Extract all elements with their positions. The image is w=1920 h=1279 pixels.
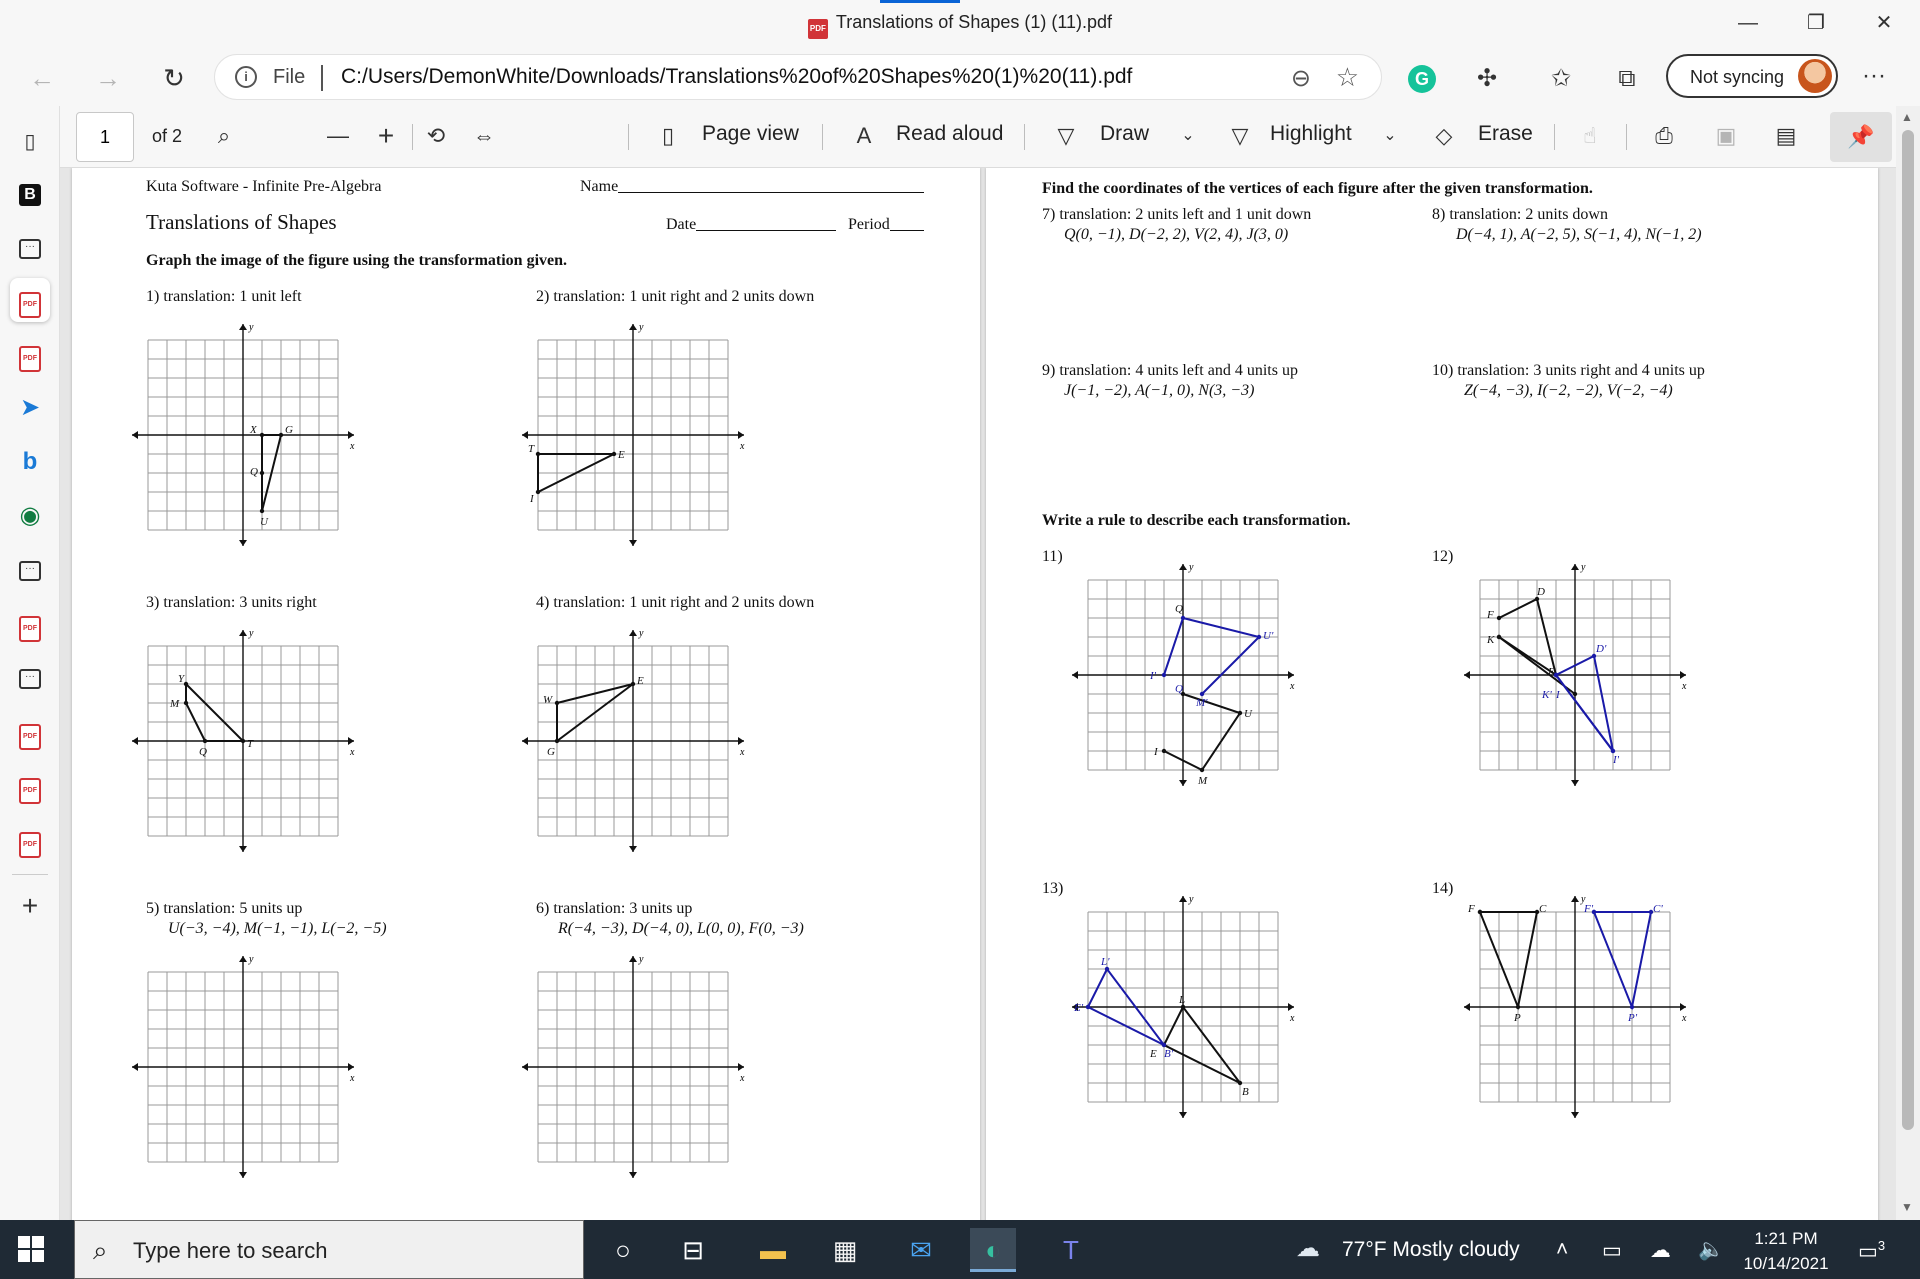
sidebar-divider (12, 874, 48, 875)
vertex-label: D (1537, 586, 1545, 598)
vertex-point (1238, 711, 1242, 715)
vertex-point (184, 701, 188, 705)
calendar-glyph: ··· (19, 561, 41, 581)
save-icon[interactable]: ▣ (1715, 123, 1737, 148)
vertex-point (241, 739, 245, 743)
worksheet-title: Translations of Shapes (146, 210, 337, 234)
axis-arrow (629, 846, 637, 852)
axis-arrow (239, 540, 247, 546)
figure-original (186, 684, 243, 741)
coordinate-grid-svg (1458, 558, 1692, 792)
file-explorer-icon[interactable]: ▬ (760, 1235, 786, 1265)
vertex-point (1238, 1081, 1242, 1085)
pdf-page-2 (986, 168, 1878, 1220)
extensions-puzzle-icon[interactable]: ✣ (1476, 65, 1498, 92)
read-aloud-button[interactable]: Read aloud (896, 122, 1004, 145)
axis-arrow (738, 1063, 744, 1071)
vertex-label: U (1244, 708, 1252, 720)
vertex-point (1611, 749, 1615, 753)
instruction-left: Graph the image of the figure using the transformation given. (146, 252, 568, 269)
vertex-label: M (170, 698, 180, 710)
collections-icon[interactable]: ⧉ (1618, 65, 1636, 92)
zoom-in-button[interactable]: + (377, 120, 395, 151)
problem-9-points: J(−1, −2), A(−1, 0), N(3, −3) (1064, 382, 1255, 399)
toolbar-separator (1554, 124, 1555, 150)
worksheet-brand: Kuta Software - Infinite Pre-Algebra (146, 178, 382, 195)
fit-width-icon[interactable]: ⇔ (473, 123, 495, 148)
axis-arrow (1072, 671, 1078, 679)
sync-label: Not syncing (1690, 67, 1785, 87)
avatar (1798, 59, 1832, 93)
vertex-label: T (528, 443, 535, 455)
axis-arrow (629, 956, 637, 962)
vertex-label: Q (199, 746, 207, 758)
sidebar-pdf-tab[interactable] (12, 768, 48, 804)
window-title (0, 12, 1920, 39)
date-label: Date (666, 216, 836, 234)
highlight-dropdown-chevron-icon[interactable]: ⌄ (1383, 127, 1397, 144)
problem-6-points: R(−4, −3), D(−4, 0), L(0, 0), F(0, −3) (558, 920, 804, 937)
vertex-point (1630, 1005, 1634, 1009)
vertex-point (279, 433, 283, 437)
axis-arrow (522, 1063, 528, 1071)
vertex-label: E' (1074, 1002, 1084, 1014)
draw-dropdown-chevron-icon[interactable]: ⌄ (1181, 127, 1195, 144)
teams-icon[interactable]: T (1063, 1235, 1079, 1265)
cortana-icon[interactable]: ○ (615, 1235, 631, 1265)
weather-cloud-icon[interactable]: ☁ (1296, 1235, 1320, 1262)
graph-11 (1066, 558, 1300, 797)
problem-7-points: Q(0, −1), D(−2, 2), V(2, 4), J(3, 0) (1064, 226, 1289, 243)
vertex-label: W (543, 694, 553, 706)
problem-5-label: 5) translation: 5 units up (146, 900, 303, 917)
scheme-label: File (273, 66, 306, 88)
profile-sync-button[interactable] (1666, 54, 1838, 98)
axis-arrow (629, 324, 637, 330)
draw-button[interactable]: Draw (1100, 122, 1150, 145)
toolbar-separator (412, 124, 413, 150)
zoom-out-button[interactable]: — (327, 123, 349, 148)
notifications-icon[interactable]: ▭$^3$ (1858, 1238, 1886, 1263)
vertex-point (555, 739, 559, 743)
volume-muted-icon[interactable]: 🔈 (1698, 1238, 1725, 1261)
y-axis-label: y (639, 322, 644, 333)
vertex-point (631, 682, 635, 686)
axis-arrow (1179, 780, 1187, 786)
axis-arrow (1179, 896, 1187, 902)
grammarly-extension-icon[interactable]: G (1408, 65, 1436, 93)
page-view-icon[interactable]: ▯ (661, 123, 675, 148)
period-label: Period (848, 216, 924, 234)
print-icon[interactable]: ⎙ (1655, 123, 1673, 148)
axis-arrow (239, 324, 247, 330)
windows-taskbar (0, 1220, 1920, 1279)
axis-arrow (1680, 1003, 1686, 1011)
sidebar-calendar-icon[interactable] (12, 230, 48, 266)
problem-12-label: 12) (1432, 548, 1454, 565)
vertex-label: P' (1628, 1012, 1638, 1024)
battery-icon[interactable]: ▭ (1602, 1239, 1622, 1262)
pdf-icon: PDF (19, 292, 41, 318)
graph-12 (1458, 558, 1692, 797)
sidebar-cursor-icon[interactable]: ➤ (19, 394, 41, 421)
graph-4 (516, 624, 750, 863)
figure-original (1480, 912, 1537, 1007)
sidebar-add-icon[interactable]: + (21, 890, 39, 921)
problem-4-label: 4) translation: 1 unit right and 2 units down (536, 594, 815, 611)
settings-more-icon[interactable]: ··· (1862, 62, 1886, 89)
page-number-input[interactable]: 1 (76, 112, 134, 162)
vertex-label: K' (1542, 689, 1552, 701)
vertex-point (612, 452, 616, 456)
highlight-button[interactable]: Highlight (1270, 122, 1352, 145)
store-icon[interactable]: ▦ (832, 1235, 858, 1265)
pdf-file-icon: PDF (808, 19, 828, 39)
figure-translated (1594, 912, 1651, 1007)
minimize-button[interactable]: — (1738, 12, 1758, 34)
pdf-icon: PDF (19, 616, 41, 642)
sidebar-app-icon[interactable]: ◉ (19, 502, 41, 529)
problem-11-label: 11) (1042, 548, 1063, 565)
x-axis-label: x (740, 1073, 745, 1084)
vertex-point (1086, 1005, 1090, 1009)
info-icon[interactable]: i (235, 66, 257, 88)
vertex-label: I' (1613, 754, 1620, 766)
vertex-point (1573, 692, 1577, 696)
read-aloud-icon[interactable]: A (856, 123, 872, 148)
vertex-point (1162, 1043, 1166, 1047)
pdf-icon: PDF (19, 778, 41, 804)
problem-8-label: 8) translation: 2 units down (1432, 206, 1608, 223)
pdf-icon: PDF (19, 346, 41, 372)
pdf-page-1 (72, 168, 980, 1220)
y-axis-label: y (249, 322, 254, 333)
vertex-label: M (1198, 775, 1208, 787)
figure-translated (1556, 656, 1613, 751)
x-axis-label: x (350, 747, 355, 758)
coordinate-grid-svg (1458, 890, 1692, 1124)
axis-arrow (1571, 564, 1579, 570)
x-axis-label: x (350, 1073, 355, 1084)
vertex-label: P (1514, 1012, 1521, 1024)
sidebar-pdf-tab[interactable] (12, 606, 48, 642)
notification-count: 3 (1877, 1238, 1886, 1253)
vertex-label: C' (1653, 903, 1663, 915)
page-view-button[interactable]: Page view (702, 122, 799, 145)
address-separator (321, 65, 323, 91)
vertex-point (1516, 1005, 1520, 1009)
tab-actions-icon[interactable]: ▯ (24, 131, 36, 153)
zoom-out-icon[interactable]: ⊖ (1290, 65, 1311, 92)
vertex-label: E (1548, 666, 1555, 678)
axis-arrow (1179, 1112, 1187, 1118)
coordinate-grid-svg (1066, 890, 1300, 1124)
axis-arrow (348, 1063, 354, 1071)
calendar-glyph: ··· (19, 669, 41, 689)
vertex-point (1181, 616, 1185, 620)
window-title-text: Translations of Shapes (1) (11).pdf (835, 12, 1113, 32)
axis-arrow (522, 431, 528, 439)
back-button[interactable]: ← (29, 63, 55, 93)
axis-arrow (738, 431, 744, 439)
touch-draw-icon[interactable]: ☝ (1583, 123, 1597, 148)
problem-1-label: 1) translation: 1 unit left (146, 288, 302, 305)
y-axis-label: y (1189, 562, 1194, 573)
axis-arrow (239, 1172, 247, 1178)
vertex-label: L' (1101, 956, 1110, 968)
search-icon: ⌕ (93, 1235, 108, 1265)
vertex-label: Q (1175, 603, 1183, 615)
forward-button[interactable]: → (95, 63, 121, 93)
axis-arrow (132, 1063, 138, 1071)
save-as-icon[interactable]: ▤ (1775, 123, 1797, 148)
axis-arrow (348, 737, 354, 745)
pdf-viewport[interactable] (60, 168, 1920, 1220)
y-axis-label: y (249, 628, 254, 639)
coordinate-grid-svg (126, 950, 360, 1184)
coordinate-grid-svg (516, 624, 750, 858)
problem-3-label: 3) translation: 3 units right (146, 594, 317, 611)
vertical-scrollbar[interactable] (1896, 106, 1920, 1220)
x-axis-label: x (1290, 681, 1295, 692)
graph-14 (1458, 890, 1692, 1129)
y-axis-label: y (1581, 562, 1586, 573)
pdf-toolbar (60, 106, 1920, 168)
vertex-point (260, 433, 264, 437)
pdf-icon: PDF (19, 724, 41, 750)
system-clock[interactable] (1738, 1226, 1834, 1276)
problem-8-points: D(−4, 1), A(−2, 5), S(−1, 4), N(−1, 2) (1456, 226, 1702, 243)
vertex-point (1497, 616, 1501, 620)
vertex-point (536, 490, 540, 494)
sidebar-bing-icon[interactable]: b (22, 448, 38, 475)
axis-arrow (1571, 1112, 1579, 1118)
scroll-down-arrow-icon[interactable]: ▼ (1901, 1200, 1913, 1214)
problem-5-points: U(−3, −4), M(−1, −1), L(−2, −5) (168, 920, 387, 937)
instruction-find-coordinates: Find the coordinates of the vertices of each figure after the given transformation. (1042, 180, 1593, 197)
instruction-write-rule: Write a rule to describe each transformation. (1042, 512, 1351, 529)
axis-arrow (629, 1172, 637, 1178)
axis-arrow (132, 737, 138, 745)
url-text[interactable]: C:/Users/DemonWhite/Downloads/Translations%20of%20Shapes%20(1)%20(11).pdf (341, 65, 1133, 88)
axis-arrow (348, 431, 354, 439)
axis-arrow (1464, 1003, 1470, 1011)
vertex-label: Y (178, 673, 185, 685)
vertex-label: T (247, 738, 254, 750)
problem-9-label: 9) translation: 4 units left and 4 units up (1042, 362, 1298, 379)
vertex-label: I (1154, 746, 1158, 758)
toolbar-separator (628, 124, 629, 150)
vertex-label: U (260, 516, 268, 528)
axis-arrow (522, 737, 528, 745)
graph-13 (1066, 890, 1300, 1129)
vertex-label: D' (1596, 643, 1607, 655)
y-axis-label: y (249, 954, 254, 965)
axis-arrow (1179, 564, 1187, 570)
axis-arrow (1288, 671, 1294, 679)
vertex-point (1200, 692, 1204, 696)
coordinate-grid-svg (1066, 558, 1300, 792)
axis-arrow (132, 431, 138, 439)
vertex-label: M' (1196, 697, 1208, 709)
graph-2 (516, 318, 750, 557)
vertex-label: E (637, 675, 644, 687)
erase-icon[interactable]: ◇ (1435, 123, 1453, 148)
vertex-label: E (1150, 1048, 1157, 1060)
vertex-label: F (1487, 609, 1494, 621)
vertex-label: Q (1175, 683, 1183, 695)
sidebar-pdf-tab[interactable] (12, 714, 48, 750)
vertex-point (203, 739, 207, 743)
clock-date: 10/14/2021 (1743, 1254, 1829, 1273)
axis-arrow (239, 630, 247, 636)
vertex-point (260, 509, 264, 513)
toolbar-separator (1626, 124, 1627, 150)
vertex-label: B (1242, 1086, 1249, 1098)
show-hidden-icons-chevron-icon[interactable]: ˄ (1556, 1238, 1569, 1261)
y-axis-label: y (1189, 894, 1194, 905)
vertex-label: B' (1164, 1048, 1174, 1060)
problem-2-label: 2) translation: 1 unit right and 2 units down (536, 288, 815, 305)
rotate-icon[interactable]: ⟲ (426, 123, 446, 148)
weather-text[interactable]: 77°F Mostly cloudy (1342, 1238, 1520, 1261)
scroll-up-arrow-icon[interactable]: ▲ (1901, 110, 1913, 124)
network-icon[interactable]: ☁ (1650, 1239, 1671, 1262)
sidebar-pdf-tab[interactable] (12, 336, 48, 372)
y-axis-label: y (639, 628, 644, 639)
address-field[interactable] (214, 54, 1382, 100)
problem-7-label: 7) translation: 2 units left and 1 unit down (1042, 206, 1312, 223)
vertex-point (1162, 749, 1166, 753)
axis-arrow (1680, 671, 1686, 679)
vertical-sidebar (0, 106, 60, 1220)
vertex-label: X (250, 424, 257, 436)
graph-3 (126, 624, 360, 863)
toolbar-separator (1024, 124, 1025, 150)
address-bar-row (0, 50, 1920, 106)
axis-arrow (1464, 671, 1470, 679)
name-label: Name (580, 178, 924, 196)
graph-1 (126, 318, 360, 557)
title-bar (0, 0, 1920, 50)
search-placeholder: Type here to search (133, 1238, 328, 1263)
problem-10-label: 10) translation: 3 units right and 4 units up (1432, 362, 1705, 379)
edge-browser-icon[interactable]: ◐ (970, 1228, 1016, 1272)
axis-arrow (239, 846, 247, 852)
highlight-icon[interactable]: ▽ (1231, 123, 1249, 148)
toolbar-separator (822, 124, 823, 150)
favorites-icon[interactable]: ✩ (1550, 65, 1572, 92)
axis-arrow (629, 540, 637, 546)
clock-time: 1:21 PM (1754, 1229, 1818, 1248)
vertex-label: U' (1263, 630, 1274, 642)
vertex-point (1162, 673, 1166, 677)
active-tab-indicator (880, 0, 960, 3)
graph-5 (126, 950, 360, 1189)
add-favorite-icon[interactable]: ☆ (1335, 62, 1359, 92)
axis-arrow (239, 956, 247, 962)
x-axis-label: x (740, 747, 745, 758)
vertex-label: I (1556, 689, 1560, 701)
sidebar-pdf-tab-active[interactable] (10, 278, 50, 322)
sidebar-calendar-icon[interactable] (12, 552, 48, 588)
erase-button[interactable]: Erase (1478, 122, 1533, 145)
vertex-label: G (285, 424, 293, 436)
y-axis-label: y (1581, 894, 1586, 905)
x-axis-label: x (350, 441, 355, 452)
sidebar-calendar-icon[interactable] (12, 660, 48, 696)
problem-13-label: 13) (1042, 880, 1064, 897)
graph-6 (516, 950, 750, 1189)
vertex-label: E (618, 449, 625, 461)
vertex-label: Q (250, 466, 258, 478)
axis-arrow (738, 737, 744, 745)
vertex-point (1497, 635, 1501, 639)
y-axis-label: y (639, 954, 644, 965)
problem-10-points: Z(−4, −3), I(−2, −2), V(−2, −4) (1464, 382, 1673, 399)
taskbar-search-box[interactable] (74, 1220, 584, 1279)
axis-arrow (1571, 896, 1579, 902)
axis-arrow (629, 630, 637, 636)
start-windows-icon[interactable] (18, 1236, 44, 1262)
draw-icon[interactable]: ▽ (1057, 123, 1075, 148)
vertex-point (536, 452, 540, 456)
vertex-point (1478, 910, 1482, 914)
mail-icon[interactable]: ✉ (910, 1235, 932, 1265)
sidebar-pdf-tab[interactable] (12, 822, 48, 858)
maximize-button[interactable]: ❐ (1807, 12, 1825, 34)
pin-toolbar-icon[interactable]: 📌 (1830, 112, 1892, 162)
calendar-glyph: ··· (19, 239, 41, 259)
problem-6-label: 6) translation: 3 units up (536, 900, 693, 917)
task-view-icon[interactable]: ⊟ (682, 1235, 704, 1265)
axis-arrow (1288, 1003, 1294, 1011)
vertex-label: I' (1150, 670, 1157, 682)
axis-arrow (1571, 780, 1579, 786)
refresh-button[interactable]: ↻ (163, 63, 185, 93)
vertex-point (184, 682, 188, 686)
vertex-point (1200, 768, 1204, 772)
vertex-label: L (1179, 994, 1186, 1006)
coordinate-grid-svg (516, 950, 750, 1184)
close-button[interactable]: ✕ (1875, 12, 1893, 34)
x-axis-label: x (1682, 1013, 1687, 1024)
vertex-label: G (547, 746, 555, 758)
vertex-point (555, 701, 559, 705)
vertex-label: F (1468, 903, 1475, 915)
vertex-label: K (1487, 634, 1495, 646)
coordinate-grid-svg (126, 318, 360, 552)
coordinate-grid-svg (516, 318, 750, 552)
sidebar-b-app-icon[interactable]: B (19, 184, 41, 206)
vertex-label: I (530, 493, 534, 505)
vertex-label: C (1539, 903, 1547, 915)
coordinate-grid-svg (126, 624, 360, 858)
vertex-point (260, 471, 264, 475)
x-axis-label: x (740, 441, 745, 452)
scroll-thumb[interactable] (1902, 130, 1914, 1130)
x-axis-label: x (1290, 1013, 1295, 1024)
search-icon[interactable]: ⌕ (217, 123, 231, 148)
vertex-point (1257, 635, 1261, 639)
problem-14-label: 14) (1432, 880, 1454, 897)
page-total-label: of 2 (152, 126, 183, 146)
vertex-label: F' (1584, 903, 1594, 915)
pdf-icon: PDF (19, 832, 41, 858)
x-axis-label: x (1682, 681, 1687, 692)
